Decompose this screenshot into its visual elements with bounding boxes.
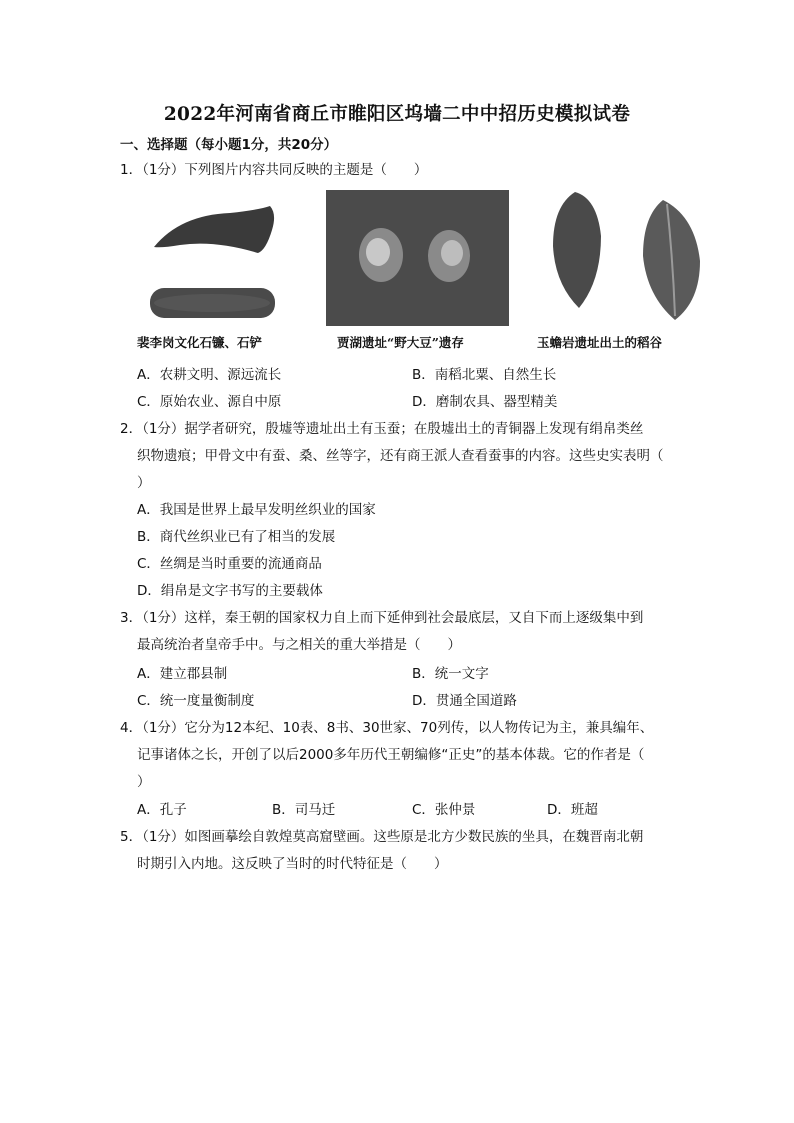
wild-soybean-image [326, 190, 509, 326]
section-heading: 一、选择题（每小题1分，共20分） [120, 137, 338, 153]
q1-option-a[interactable]: A．农耕文明、源远流长 [137, 367, 282, 383]
q3-option-b[interactable]: B．统一文字 [412, 666, 489, 682]
q2-stem-line-1: 2．（1分）据学者研究，殷墟等遗址出土有玉蚕；在殷墟出土的青铜器上发现有绢帛类丝 [120, 421, 644, 437]
q3-stem-line-2: 最高统治者皇帝手中。与之相关的重大举措是（ ） [137, 637, 461, 653]
q3-option-c[interactable]: C．统一度量衡制度 [137, 693, 255, 709]
q2-option-c[interactable]: C．丝绸是当时重要的流通商品 [137, 556, 322, 572]
q2-option-d[interactable]: D．绢帛是文字书写的主要载体 [137, 583, 323, 599]
q3-option-d[interactable]: D．贯通全国道路 [412, 693, 517, 709]
q2-stem-line-2: 织物遗痕；甲骨文中有蚕、桑、丝等字，还有商王派人查看蚕事的内容。这些史实表明（ [137, 448, 664, 464]
q1-stem: 1．（1分）下列图片内容共同反映的主题是（ ） [120, 162, 428, 178]
q2-option-a[interactable]: A．我国是世界上最早发明丝织业的国家 [137, 502, 376, 518]
q1-option-c[interactable]: C．原始农业、源自中原 [137, 394, 282, 410]
q3-option-a[interactable]: A．建立郡县制 [137, 666, 228, 682]
q1-option-d[interactable]: D．磨制农具、器型精美 [412, 394, 558, 410]
q4-option-b[interactable]: B．司马迁 [272, 802, 336, 818]
caption-rice: 玉蟾岩遗址出土的稻谷 [537, 335, 663, 350]
exam-title: 2022年河南省商丘市睢阳区坞墙二中中招历史模拟试卷 [163, 104, 631, 125]
caption-wild-soybean: 贾湖遗址“野大豆”遗存 [337, 335, 464, 350]
q4-stem-line-3: ） [137, 774, 151, 790]
stone-sickle-shovel-image [140, 190, 282, 325]
q4-option-a[interactable]: A．孔子 [137, 802, 187, 818]
q5-stem-line-1: 5．（1分）如图画摹绘自敦煌莫高窟壁画。这些原是北方少数民族的坐具，在魏晋南北朝 [120, 829, 644, 845]
q2-option-b[interactable]: B．商代丝织业已有了相当的发展 [137, 529, 336, 545]
q5-stem-line-2: 时期引入内地。这反映了当时的时代特征是（ ） [137, 856, 448, 872]
q4-option-c[interactable]: C．张仲景 [412, 802, 476, 818]
q1-option-b[interactable]: B．南稻北粟、自然生长 [412, 367, 557, 383]
rice-grain-image [535, 186, 715, 326]
caption-stone-tools: 裴李岗文化石镰、石铲 [137, 335, 263, 350]
q4-stem-line-1: 4．（1分）它分为12本纪、10表、8书、30世家、70列传，以人物传记为主，兼具编年、 [120, 720, 654, 736]
q3-stem-line-1: 3．（1分）这样，秦王朝的国家权力自上而下延伸到社会最底层，又自下而上逐级集中到 [120, 610, 644, 626]
q4-stem-line-2: 记事诸体之长，开创了以后2000多年历代王朝编修“正史”的基本体裁。它的作者是（ [137, 747, 645, 763]
q4-option-d[interactable]: D．班超 [547, 802, 598, 818]
q2-stem-line-3: ） [137, 475, 151, 491]
